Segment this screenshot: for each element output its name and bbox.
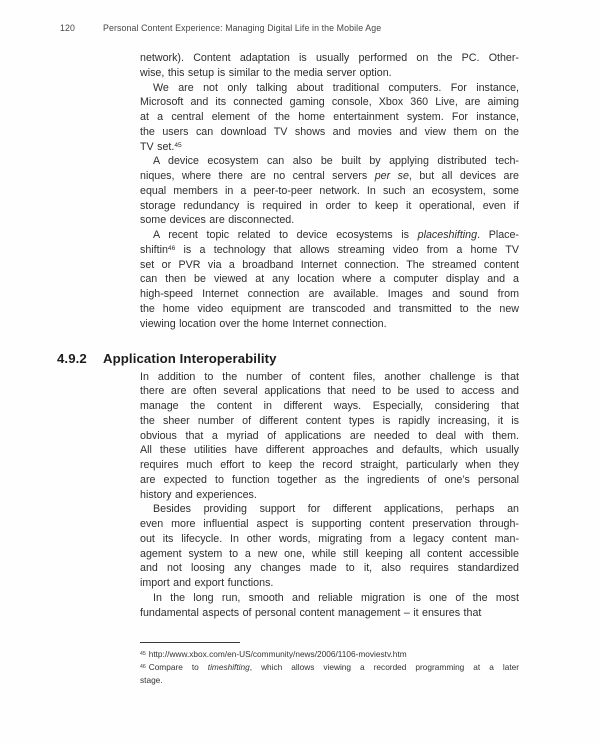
footnote-marker: 46 — [167, 244, 176, 252]
text-segment: are expected to function together as the ingredients of one’s personal — [140, 473, 519, 486]
text-segment: set or PVR via a broadband Internet connection. The streamed content — [140, 258, 519, 271]
footnote-line — [140, 648, 519, 661]
text-line — [140, 110, 519, 125]
text-line — [140, 399, 519, 414]
text-segment: fundamental aspects of personal content management – it ensures that — [140, 606, 482, 619]
text-segment: , but all devices are — [408, 170, 519, 182]
footnote-number: 46 — [140, 663, 146, 670]
text-segment: storage redundancy is required in order to keep it operational, even if — [140, 199, 519, 212]
text-line — [140, 169, 519, 184]
text-segment: All these utilities have different approaches and defaults, which usually — [140, 444, 519, 457]
text-segment: the home video equipment are transcoded and transmitted to the new — [140, 302, 519, 315]
footnote-line — [140, 674, 519, 687]
text-segment: , which allows viewing a recorded programming at a later — [249, 662, 520, 673]
text-segment: the sheer number of different content types is rapidly increasing, it is — [140, 414, 519, 427]
body-text-block-2 — [140, 370, 519, 621]
text-segment: the users can download TV shows and movies and view them on the — [140, 125, 519, 138]
text-segment: requires much effort to keep the record straight, particularly when they — [140, 459, 519, 471]
text-line — [140, 473, 519, 488]
text-segment: can then be viewed at any location where a computer display and a — [140, 273, 519, 286]
text-segment: In the long run, smooth and reliable migration is one of the most — [153, 591, 519, 604]
text-line — [140, 370, 519, 385]
text-segment: even more influential aspect is supporting content preservation through- — [140, 518, 519, 530]
text-segment: obvious that a myriad of applications are needed to deal with them. — [140, 429, 519, 442]
text-line — [140, 66, 519, 81]
text-segment: manage the content in different ways. Especially, considering that — [140, 400, 519, 412]
text-segment: niques, where there are no central servers — [140, 170, 375, 182]
text-segment: at a central element of the home entertainment system. For instance, — [140, 111, 519, 123]
text-line — [140, 140, 519, 155]
footnote-line — [140, 661, 519, 674]
text-segment: out its lifecycle. In other words, migrating from a legacy content man- — [140, 532, 519, 545]
text-segment: high-speed Internet connection are available. Images and sound from — [140, 288, 519, 300]
footnotes — [140, 648, 519, 688]
text-line — [140, 429, 519, 444]
text-segment: network). Content adaptation is usually performed on the PC. Other- — [140, 52, 519, 64]
footnote-number: 45 — [140, 650, 146, 657]
text-line — [140, 414, 519, 429]
text-line — [140, 95, 519, 110]
text-line — [140, 125, 519, 140]
text-line — [140, 154, 519, 169]
text-line — [140, 591, 519, 606]
text-line — [140, 243, 519, 258]
text-line — [140, 606, 519, 621]
text-line — [140, 488, 519, 503]
text-segment: In addition to the number of content files, another challenge is that — [140, 370, 519, 383]
text-line — [140, 532, 519, 547]
text-segment: wise, this setup is similar to the media server option. — [140, 66, 392, 79]
text-line — [140, 317, 519, 332]
page-number: 120 — [60, 23, 75, 33]
text-segment: viewing location over the home Internet connection. — [140, 317, 387, 330]
text-segment: equal members in a peer-to-peer network. In such an ecosystem, some — [140, 184, 519, 197]
text-segment: Microsoft and its connected gaming console, Xbox 360 Live, are aiming — [140, 96, 519, 109]
text-segment: stage. — [140, 675, 163, 686]
text-segment: is a technology that allows streaming video from a home TV — [175, 243, 519, 256]
text-segment: and not loosing any changes made to it, also requires standardized — [140, 562, 519, 575]
text-line — [140, 51, 519, 66]
italic-text: per se — [374, 170, 409, 182]
text-segment: A device ecosystem can also be built by applying distributed tech- — [153, 155, 519, 168]
section-number: 4.9.2 — [57, 351, 87, 366]
running-title: Personal Content Experience: Managing Digital Life in the Mobile Age — [103, 23, 382, 33]
italic-text: timeshifting — [207, 662, 250, 673]
text-line — [140, 517, 519, 532]
text-segment: http://www.xbox.com/en-US/community/news/2006/1106-moviestv.htm — [148, 649, 407, 659]
text-line — [140, 384, 519, 399]
text-segment: history and experiences. — [140, 488, 257, 501]
text-line — [140, 199, 519, 214]
text-segment: A recent topic related to device ecosystems is — [153, 229, 418, 241]
text-line — [140, 228, 519, 243]
text-line — [140, 443, 519, 458]
footnote-marker: 45 — [174, 141, 182, 149]
text-line — [140, 576, 519, 591]
text-line — [140, 302, 519, 317]
text-segment: shiftin — [140, 243, 168, 256]
text-line — [140, 502, 519, 517]
text-segment: import and export functions. — [140, 577, 274, 589]
text-segment: Compare to — [148, 662, 208, 673]
text-line — [140, 258, 519, 273]
footnote-rule — [140, 642, 240, 643]
text-segment: some devices are disconnected. — [140, 214, 295, 227]
text-line — [140, 561, 519, 576]
text-segment: agement system to a new one, while still keeping all content accessible — [140, 547, 519, 560]
text-segment: TV set. — [140, 140, 175, 153]
body-text-block-1 — [140, 51, 519, 331]
text-line — [140, 213, 519, 228]
text-line — [140, 272, 519, 287]
text-segment: We are not only talking about traditional computers. For instance, — [153, 81, 519, 94]
text-line — [140, 184, 519, 199]
text-line — [140, 458, 519, 473]
italic-text: placeshifting — [417, 229, 478, 241]
text-line — [140, 81, 519, 96]
text-segment: . Place- — [477, 229, 519, 241]
text-segment: Besides providing support for different applications, perhaps an — [153, 503, 519, 516]
section-title: Application Interoperability — [103, 351, 277, 366]
text-line — [140, 547, 519, 562]
text-segment: there are often several applications that need to be used to access and — [140, 385, 519, 398]
text-line — [140, 287, 519, 302]
